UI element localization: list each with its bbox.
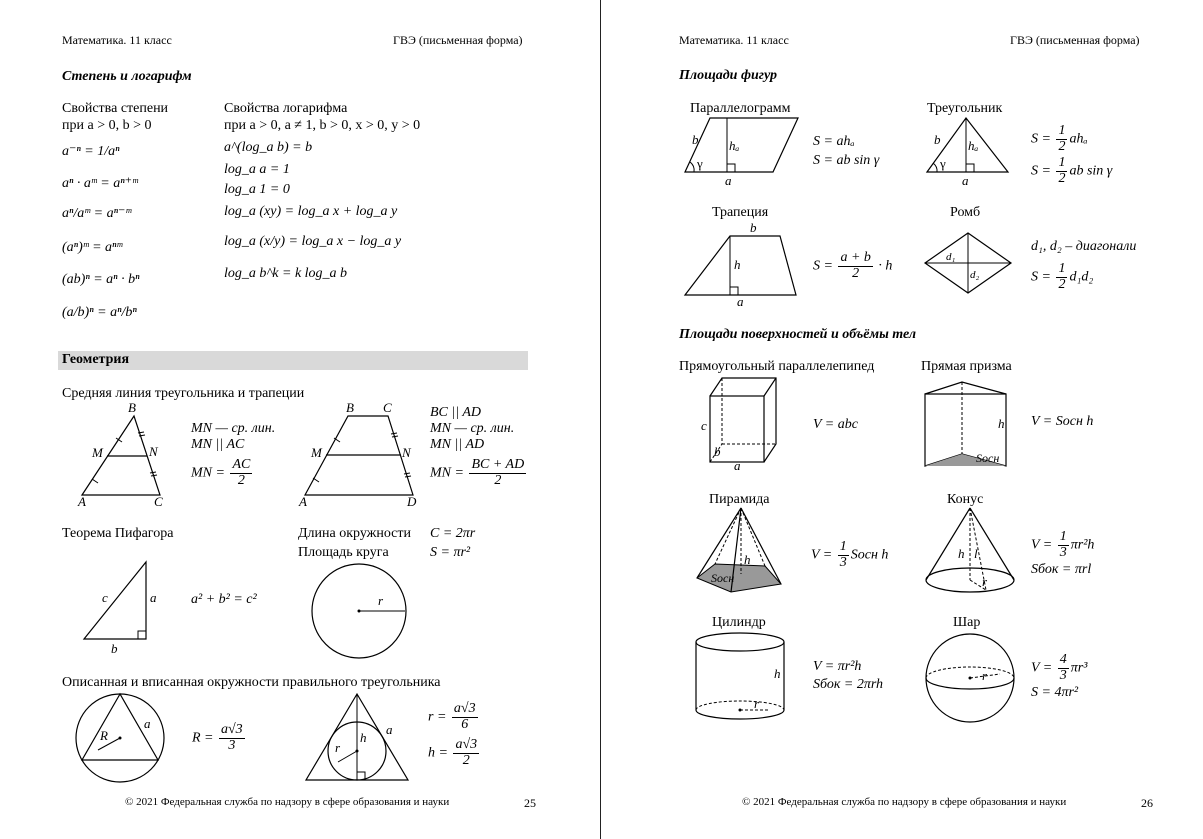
box-title: Прямоугольный параллелепипед — [679, 359, 875, 374]
svg-text:Sосн: Sосн — [711, 571, 735, 585]
trapezoid-midline-f3: MN || AD — [430, 437, 485, 452]
circumradius-formula: R = $\frac{a√3}{3}$ — [192, 722, 243, 753]
pyramid-title: Пирамида — [709, 492, 770, 507]
log-formula-5: log_a (x/y) = log_a x − log_a y — [224, 234, 402, 249]
circle-figure — [306, 560, 416, 670]
triangle-title: Треугольник — [927, 101, 1003, 116]
right-header-exam: ГВЭ (письменная форма) — [1010, 33, 1140, 47]
power-formula-4: (aⁿ)ᵐ = aⁿᵐ — [62, 240, 123, 255]
parallelogram-figure — [680, 112, 805, 190]
svg-text:A: A — [78, 494, 86, 509]
trapezoid-formula: S = $\frac{a + b}{2}$ · h — [813, 250, 893, 281]
trapezoid-title: Трапеция — [712, 205, 769, 220]
svg-text:M: M — [92, 445, 103, 460]
left-footer: © 2021 Федеральная служба по надзору в сфере образования и науки — [125, 796, 450, 808]
power-formula-1: a⁻ⁿ = 1/aⁿ — [62, 144, 120, 159]
log-formula-2: log_a a = 1 — [224, 162, 290, 177]
sphere-title: Шар — [953, 615, 981, 630]
sphere-formula-2: S = 4πr² — [1031, 685, 1079, 700]
circumscribed-circle-figure — [70, 688, 170, 788]
areas-section-title: Площади фигур — [679, 68, 777, 83]
svg-text:a: a — [144, 716, 151, 731]
power-formula-2: aⁿ · aᵐ = aⁿ⁺ᵐ — [62, 176, 138, 191]
svg-text:a: a — [734, 458, 741, 472]
svg-text:h: h — [998, 416, 1005, 431]
svg-text:b: b — [750, 220, 757, 235]
circle-area-label: Площадь круга — [298, 545, 389, 560]
circumference-formula: C = 2πr — [430, 526, 476, 541]
svg-text:r: r — [982, 668, 988, 683]
box-formula: V = abc — [813, 417, 858, 432]
svg-text:N: N — [402, 445, 411, 460]
svg-text:h: h — [744, 552, 751, 567]
svg-text:γ: γ — [697, 156, 703, 171]
svg-text:C: C — [154, 494, 163, 509]
triangle-formula-1: S = $\frac{1}{2}$ ahₐ — [1031, 123, 1088, 154]
svg-text:M: M — [311, 445, 322, 460]
pythagoras-title: Теорема Пифагора — [62, 526, 174, 541]
triangle-formula-2: S = $\frac{1}{2}$ ab sin γ — [1031, 155, 1113, 186]
trapezoid-midline-f1: BC || AD — [430, 405, 481, 420]
left-page-number: 25 — [524, 796, 536, 810]
svg-text:d₂: d₂ — [970, 269, 980, 281]
trapezoid-figure — [680, 218, 805, 308]
incircle-title: Описанная и вписанная окружности правильного треугольника — [62, 675, 441, 690]
pyramid-figure — [693, 504, 789, 598]
midline-trapezoid-figure — [295, 400, 425, 510]
power-formula-5: (ab)ⁿ = aⁿ · bⁿ — [62, 272, 140, 287]
midline-formula-1: MN — ср. лин. — [191, 421, 276, 436]
rhombus-formula-2: S = $\frac{1}{2}$ d₁d₂ — [1031, 261, 1094, 292]
svg-text:B: B — [128, 400, 136, 415]
circumference-label: Длина окружности — [298, 526, 412, 541]
log-formula-1: a^(log_a b) = b — [224, 140, 313, 155]
midline-title: Средняя линия треугольника и трапеции — [62, 386, 305, 401]
svg-text:h: h — [734, 257, 741, 272]
svg-text:a: a — [150, 590, 157, 605]
cone-figure — [920, 504, 1020, 598]
volumes-section-title: Площади поверхностей и объёмы тел — [679, 327, 917, 342]
parallelogram-title: Параллелограмм — [690, 101, 791, 116]
svg-text:B: B — [346, 400, 354, 415]
svg-text:γ: γ — [940, 156, 946, 171]
prism-formula: V = Sосн h — [1031, 414, 1094, 429]
power-props-condition: при a > 0, b > 0 — [62, 118, 152, 133]
power-formula-6: (a/b)ⁿ = aⁿ/bⁿ — [62, 305, 137, 320]
parallelogram-formula-1: S = ahₐ — [813, 134, 855, 149]
svg-text:C: C — [383, 400, 392, 415]
cylinder-figure — [692, 630, 790, 724]
power-props-title: Свойства степени — [62, 101, 169, 116]
svg-text:b: b — [714, 444, 721, 459]
svg-text:R: R — [100, 728, 108, 743]
cone-formula-2: Sбок = πrl — [1031, 562, 1092, 577]
prism-title: Прямая призма — [921, 359, 1012, 374]
rhombus-title: Ромб — [950, 205, 981, 220]
cone-formula-1: V = $\frac{1}{3}$ πr²h — [1031, 529, 1095, 560]
svg-text:h: h — [360, 730, 367, 745]
right-page-number: 26 — [1141, 796, 1153, 810]
svg-text:Sосн: Sосн — [976, 451, 1000, 465]
parallelogram-formula-2: S = ab sin γ — [813, 153, 880, 168]
svg-text:D: D — [407, 494, 417, 509]
page-divider — [600, 0, 601, 839]
right-header-subject: Математика. 11 класс — [679, 33, 789, 47]
circle-area-formula: S = πr² — [430, 545, 471, 560]
power-formula-3: aⁿ/aᵐ = aⁿ⁻ᵐ — [62, 206, 132, 221]
rhombus-formula-1: d₁, d₂ – диагонали — [1031, 239, 1137, 254]
svg-text:N: N — [149, 444, 158, 459]
svg-text:a: a — [725, 173, 732, 188]
sphere-formula-1: V = $\frac{4}{3}$ πr³ — [1031, 652, 1088, 683]
box-figure — [698, 372, 788, 472]
cone-title: Конус — [947, 492, 984, 507]
pythagoras-formula: a² + b² = c² — [191, 592, 257, 607]
svg-text:h: h — [958, 546, 965, 561]
log-formula-3: log_a 1 = 0 — [224, 182, 290, 197]
svg-text:l: l — [974, 546, 978, 561]
prism-figure — [920, 376, 1016, 470]
cylinder-formula-1: V = πr²h — [813, 659, 862, 674]
inscribed-circle-figure — [300, 688, 410, 788]
svg-text:c: c — [102, 590, 108, 605]
svg-text:r: r — [378, 593, 384, 608]
pyramid-formula: V = $\frac{1}{3}$ Sосн h — [811, 539, 889, 570]
svg-text:a: a — [386, 722, 393, 737]
inradius-formula: r = $\frac{a√3}{6}$ — [428, 701, 476, 732]
left-header-subject: Математика. 11 класс — [62, 33, 172, 47]
pythagoras-figure — [78, 556, 168, 656]
midline-formula-2: MN || AC — [191, 437, 245, 452]
svg-text:A: A — [299, 494, 307, 509]
triangle-figure — [922, 112, 1017, 190]
svg-text:r: r — [982, 574, 988, 589]
trapezoid-midline-f4: MN = $\frac{BC + AD}{2}$ — [430, 457, 525, 488]
svg-text:c: c — [701, 418, 707, 433]
power-log-section-title: Степень и логарифм — [62, 69, 192, 84]
svg-text:b: b — [934, 132, 941, 147]
log-props-condition: при a > 0, a ≠ 1, b > 0, x > 0, y > 0 — [224, 118, 421, 133]
svg-text:r: r — [335, 740, 341, 755]
svg-text:hₐ: hₐ — [968, 138, 979, 153]
left-header-exam: ГВЭ (письменная форма) — [393, 33, 523, 47]
height-formula: h = $\frac{a√3}{2}$ — [428, 737, 478, 768]
log-props-title: Свойства логарифма — [224, 101, 348, 116]
rhombus-figure — [922, 230, 1017, 298]
log-formula-4: log_a (xy) = log_a x + log_a y — [224, 204, 398, 219]
svg-text:r: r — [754, 696, 760, 711]
svg-text:b: b — [692, 132, 699, 147]
svg-text:h: h — [774, 666, 781, 681]
svg-text:b: b — [111, 641, 118, 656]
svg-text:a: a — [962, 173, 969, 188]
geometry-section-title: Геометрия — [62, 352, 130, 367]
midline-formula-3: MN = $\frac{AC}{2}$ — [191, 457, 251, 488]
cylinder-formula-2: Sбок = 2πrh — [813, 677, 884, 692]
midline-triangle-figure — [70, 400, 180, 510]
log-formula-6: log_a b^k = k log_a b — [224, 266, 348, 281]
svg-text:hₐ: hₐ — [729, 138, 740, 153]
svg-text:d₁: d₁ — [946, 251, 956, 263]
right-footer: © 2021 Федеральная служба по надзору в сфере образования и науки — [742, 796, 1067, 808]
sphere-figure — [920, 630, 1020, 724]
trapezoid-midline-f2: MN — ср. лин. — [430, 421, 515, 436]
svg-text:a: a — [737, 294, 744, 308]
cylinder-title: Цилиндр — [712, 615, 766, 630]
